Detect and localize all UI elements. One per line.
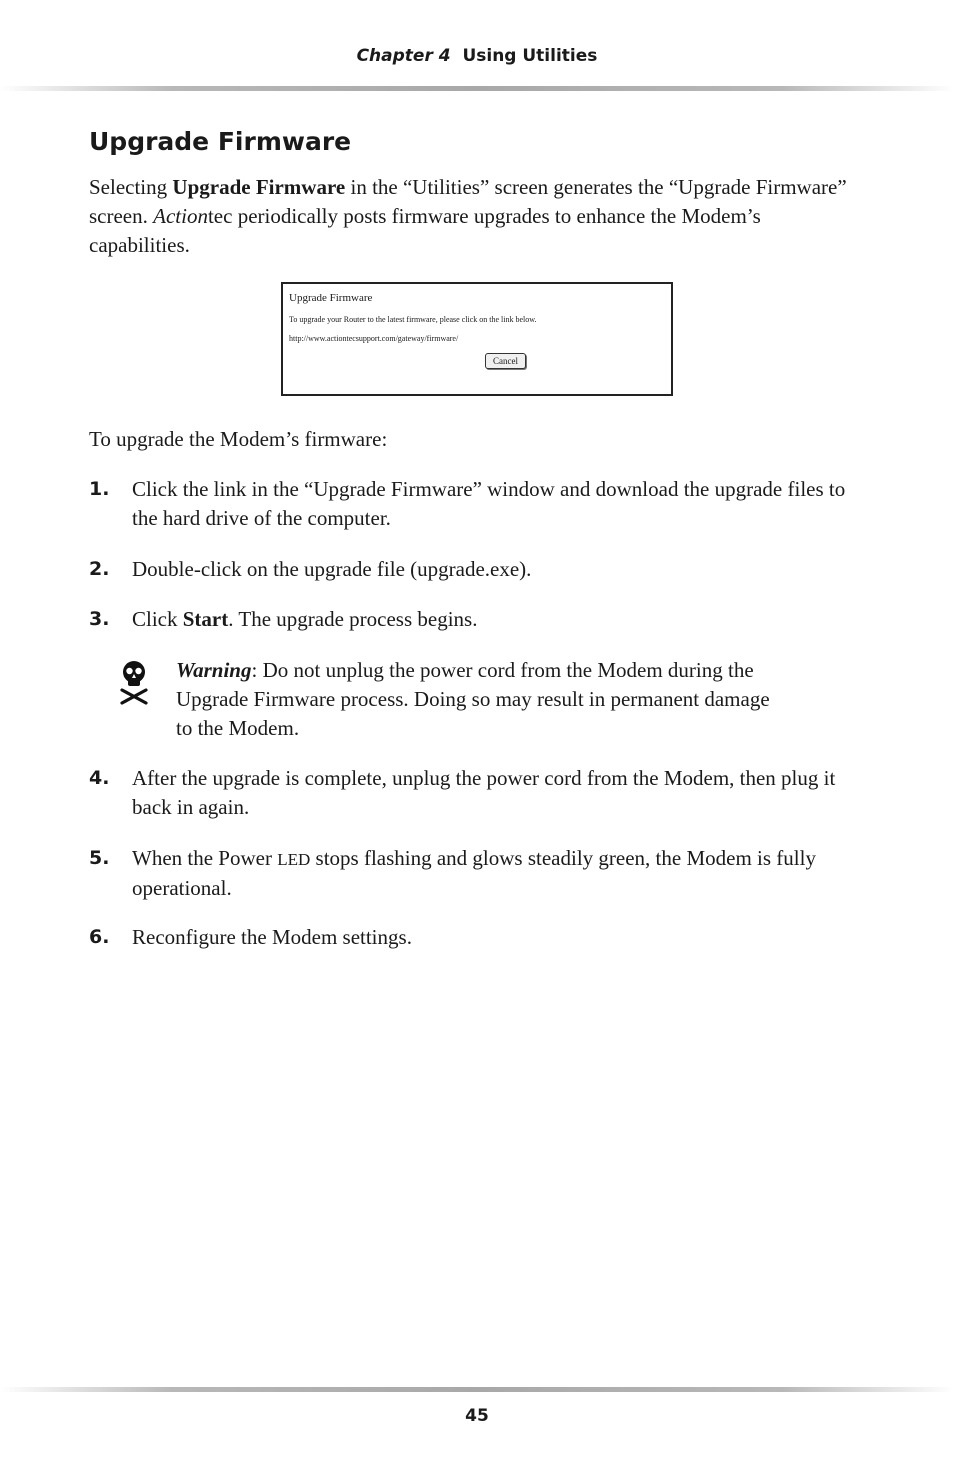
step-text: Reconfigure the Modem settings. xyxy=(132,925,412,949)
skull-crossbones-icon xyxy=(118,660,150,706)
step-text-bold: Start xyxy=(182,607,229,631)
intro-paragraph xyxy=(89,173,859,260)
step-number: 6. xyxy=(89,926,110,948)
cancel-button[interactable]: Cancel xyxy=(485,353,526,369)
warning-body: : Do not unplug the power cord from the Modem during the Upgrade Firmware process. Doing so may result in permanent damage to the Modem. xyxy=(176,658,770,740)
intro-text-1: Selecting xyxy=(89,175,173,199)
step-text-led: LED xyxy=(277,850,311,869)
footer-rule xyxy=(0,1387,954,1392)
warning-label: Warning xyxy=(176,658,252,682)
section-title: Upgrade Firmware xyxy=(89,127,352,156)
intro-text-2: in the “Utilities” screen generates the “Upgrade Firmware” screen. xyxy=(89,175,847,228)
step-text xyxy=(132,605,860,634)
step-text: Click the link in the “Upgrade Firmware” window and download the upgrade files to the hard drive of the computer. xyxy=(132,477,846,530)
step-text: After the upgrade is complete, unplug the power cord from the Modem, then plug it back in again. xyxy=(132,766,836,819)
step-number: 2. xyxy=(89,558,110,580)
intro-italic: Action xyxy=(153,204,208,228)
screenshot-firmware-link[interactable]: http://www.actiontecsupport.com/gateway/firmware/ xyxy=(289,334,459,343)
running-header xyxy=(0,46,954,66)
upgrade-firmware-screenshot xyxy=(281,282,673,396)
step-text-pre: Click xyxy=(132,607,183,631)
step-number: 3. xyxy=(89,608,110,630)
step-text-post: stops flashing and glows steadily green, the Modem is fully operational. xyxy=(132,846,816,900)
step-number: 5. xyxy=(89,847,110,869)
intro-bold: Upgrade Firmware xyxy=(172,175,346,199)
steps-lead: To upgrade the Modem’s firmware: xyxy=(89,427,388,451)
step-number: 4. xyxy=(89,767,110,789)
page-number: 45 xyxy=(465,1406,489,1426)
warning-text xyxy=(176,656,786,743)
header-chapter: Chapter 4 xyxy=(356,46,451,66)
intro-text-3: tec periodically posts firmware upgrades to enhance the Modem’s capabilities. xyxy=(89,204,761,257)
step-number: 1. xyxy=(89,478,110,500)
screenshot-instruction: To upgrade your Router to the latest firmware, please click on the link below. xyxy=(289,315,537,324)
step-text-pre: When the Power xyxy=(132,846,278,870)
header-rule xyxy=(0,86,954,91)
step-text-post: . The upgrade process begins. xyxy=(228,607,478,631)
header-title: Using Utilities xyxy=(462,46,598,66)
step-text: Double-click on the upgrade file (upgrade.exe). xyxy=(132,557,532,581)
screenshot-title: Upgrade Firmware xyxy=(289,292,373,304)
step-text xyxy=(132,844,860,903)
